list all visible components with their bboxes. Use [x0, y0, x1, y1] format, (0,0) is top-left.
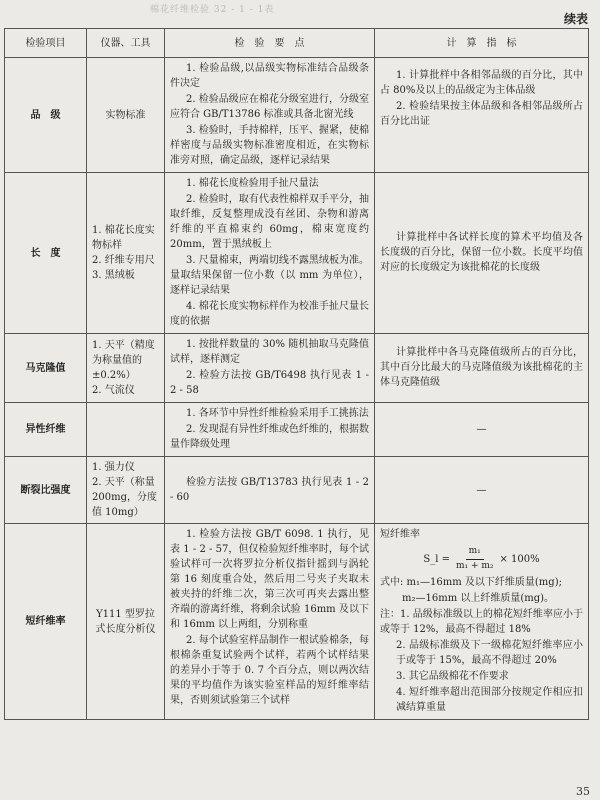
- inspection-table: [4, 28, 589, 720]
- header-instruments: 仪器、工具: [87, 29, 165, 58]
- cell-points: [165, 524, 375, 720]
- point-paragraph: 2. 检验方法按 GB/T6498 执行见表 1 - 2 - 58: [170, 370, 369, 396]
- cell-instruments: [87, 173, 165, 334]
- formula-fraction: [453, 545, 497, 573]
- header-indicators: 计 算 指 标: [375, 29, 589, 58]
- point-paragraph: 1. 各环节中异性纤维检验采用手工挑拣法: [186, 408, 369, 419]
- cell-indicators: [375, 173, 589, 334]
- table-row-grade: [5, 58, 589, 173]
- point-paragraph: 2. 发现混有异性纤维或色纤维的，根据数量作降级处理: [170, 424, 369, 450]
- instrument-line: 2. 气流仪: [92, 385, 135, 396]
- cell-indicators: [375, 58, 589, 173]
- point-paragraph: 1. 检验方法按 GB/T 6098. 1 执行，见表 1 - 2 - 57，但仅检验短纤维率时，每个试验试样可一次将罗拉分析仪指针摇到与涡轮第 16 刻度重合处，然后用二号夹子夹取未被夹持的纤维二次，第三次可再夹去露出整齐端的游离纤维，将剩余试验 16mm 及以下和 16mm 以上两组，分别称重: [170, 529, 369, 630]
- instrument-line: 实物标准: [105, 109, 146, 121]
- cell-indicators: [375, 403, 589, 457]
- cell-indicators: [375, 457, 589, 524]
- cell-instruments: [87, 403, 165, 457]
- point-paragraph: 1. 棉花长度检验用手扯尺量法: [186, 178, 319, 189]
- faded-running-header: 棉花纤维检验 32 - 1 - 1表: [150, 5, 275, 15]
- dash-placeholder: —: [476, 484, 487, 496]
- note-line: 3. 其它品级棉花不作要求: [396, 671, 509, 682]
- cell-instruments: [87, 58, 165, 173]
- point-paragraph: 1. 按批样数量的 30% 随机抽取马克隆值试样，逐样测定: [170, 339, 369, 365]
- table-row-micronaire: [5, 334, 589, 403]
- cell-item: 断裂比强度: [5, 457, 87, 524]
- cell-item: 长 度: [5, 173, 87, 334]
- instrument-line: 1. 天平（精度为称量值的 ±0.2%）: [92, 340, 155, 381]
- point-paragraph: 3. 检验时，手持棉样，压平、握紧，使棉样密度与品级实物标准密度相近，在实物标准旁对照，确定品级，逐样记录结果: [170, 125, 369, 166]
- instrument-line: Y111 型罗拉式长度分析仪: [95, 608, 156, 635]
- cell-indicators: [375, 524, 589, 720]
- formula-tail: × 100%: [499, 553, 540, 565]
- cell-instruments: [87, 334, 165, 403]
- header-points: 检 验 要 点: [165, 29, 375, 58]
- instrument-line: 2. 纤维专用尺: [92, 255, 155, 266]
- cell-points: [165, 334, 375, 403]
- cell-points: [165, 58, 375, 173]
- indicator-paragraph: 计算批样中各马克隆值级所占的百分比，其中百分比最大的马克隆值级为该批棉花的主体马克隆值级: [380, 347, 583, 388]
- cell-item: 短纤维率: [5, 524, 87, 720]
- note-line: 4. 短纤维率超出范围部分按规定作相应扣减结算重量: [396, 687, 583, 713]
- table-row-foreign-fiber: [5, 403, 589, 457]
- short-fiber-title: 短纤维率: [380, 529, 420, 540]
- instrument-line: 3. 黑绒板: [92, 270, 135, 281]
- indicator-paragraph: 1. 计算批样中各相邻品级的百分比，其中占 80%及以上的品级定为主体品级: [380, 70, 583, 96]
- point-paragraph: 2. 检验品级应在棉花分级室进行，分级室应符合 GB/T13786 标准或具备北窗光线: [170, 94, 369, 120]
- point-paragraph: 4. 棉花长度实物标样作为校准手扯尺量长度的依据: [170, 301, 369, 327]
- formula-denominator: m₁ + m₂: [455, 560, 494, 571]
- indicator-paragraph: 2. 检验结果按主体品级和各相邻品级所占百分比出证: [380, 101, 583, 127]
- cell-points: [165, 403, 375, 457]
- page-number: 35: [576, 785, 590, 798]
- point-paragraph: 2. 每个试验室样品制作一根试验棉条，每根棉条重复试验两个试样，若两个试样结果的差异小于等于 0. 7 个百分点，则以两次结果的平均值作为该实验室样品的短纤维率结果，否则须试验第三个试样: [170, 635, 369, 706]
- note-line: 注：1. 品级标准级以上的棉花短纤维率应小于或等于 12%，最高不得超过 18%: [380, 609, 583, 635]
- instrument-line: 2. 天平（称量 200mg，分度值 10mg）: [92, 477, 157, 518]
- header-item: 检验项目: [5, 29, 87, 58]
- formula-numerator: m₁: [466, 545, 484, 560]
- table-header-row: [5, 29, 589, 58]
- cell-item: 异性纤维: [5, 403, 87, 457]
- instrument-line: 1. 强力仪: [92, 462, 135, 473]
- cell-points: [165, 457, 375, 524]
- continued-label: 续表: [563, 12, 588, 26]
- formula-lhs: S_l =: [423, 553, 450, 565]
- table-row-short-fiber: [5, 524, 589, 720]
- cell-points: [165, 173, 375, 334]
- cell-item: 品 级: [5, 58, 87, 173]
- instrument-line: 1. 棉花长度实物标样: [92, 225, 155, 251]
- formula-where-line: m₂—16mm 以上纤维质量(mg)。: [402, 593, 555, 604]
- point-paragraph: 3. 尺量棉束，两端切线不露黑绒板为准。量取结果保留一位小数（以 mm 为单位），逐样记录结果: [170, 255, 369, 296]
- cell-indicators: [375, 334, 589, 403]
- point-paragraph: 2. 检验时，取有代表性棉样双手平分，抽取纤维，反复整理成没有丝团、杂物和游离纤维的平直棉束约 60mg，棉束宽度约 20mm，置于黑绒板上: [170, 194, 369, 250]
- cell-instruments: [87, 524, 165, 720]
- note-line: 2. 品级标准级及下一级棉花短纤维率应小于或等于 15%，最高不得超过 20%: [396, 640, 583, 666]
- dash-placeholder: —: [476, 424, 487, 435]
- table-row-tenacity: [5, 457, 589, 524]
- short-fiber-formula: [380, 545, 583, 573]
- cell-item: 马克隆值: [5, 334, 87, 403]
- point-paragraph: 检验方法按 GB/T13783 执行见表 1 - 2 - 60: [170, 476, 369, 503]
- indicator-paragraph: 计算批样中各试样长度的算术平均值及各长度级的百分比，保留一位小数。长度平均值对应的长度级定为该批棉花的长度级: [380, 232, 583, 273]
- cell-instruments: [87, 457, 165, 524]
- formula-where-line: 式中: m₁—16mm 及以下纤维质量(mg);: [380, 577, 562, 588]
- table-row-length: [5, 173, 589, 334]
- point-paragraph: 1. 检验品级,以品级实物标准结合品级条件决定: [170, 63, 369, 89]
